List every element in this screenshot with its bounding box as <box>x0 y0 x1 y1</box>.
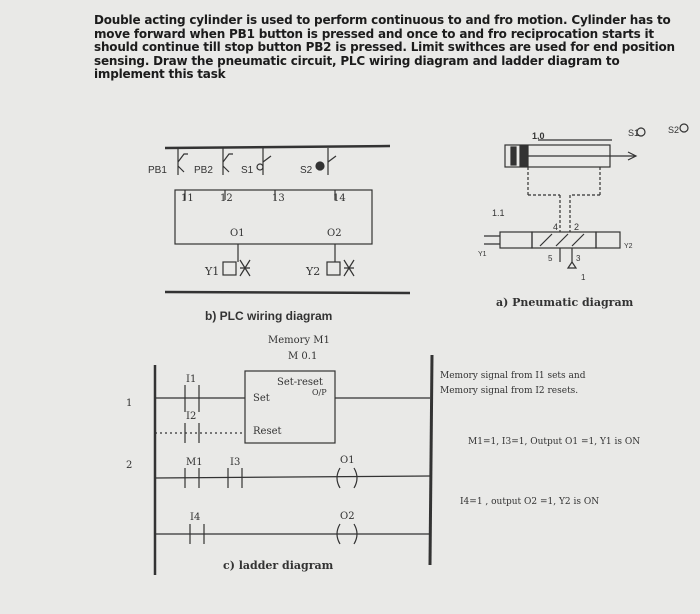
right-rail <box>430 355 432 565</box>
input-s2-label: S2 <box>300 165 313 176</box>
coil-y1-icon <box>223 262 236 275</box>
port-4: 4 <box>553 222 559 232</box>
pneumatic-caption: a) Pneumatic diagram <box>496 296 634 309</box>
note-1: Memory signal from I1 sets and <box>440 371 586 381</box>
terminal-13: 13 <box>272 193 285 204</box>
s2-sensor-icon <box>316 162 324 170</box>
terminal-11: 11 <box>181 193 194 204</box>
task-description: Double acting cylinder is used to perform continuous to and fro motion. Cylinder has to move forward when PB1 button is pressed and once to and fro reciprocation starts it should continue till stop button PB2 is pressed. Limit swithces are used for end position sensing. Draw the pneumatic circuit, PLC wiring diagram and ladder diagram to implement this task <box>94 13 675 82</box>
solenoid-y2-label: Y2 <box>624 243 633 250</box>
contact-i4-label: I4 <box>190 512 201 523</box>
sensor-s2-label: S2 <box>668 125 680 135</box>
solenoid-y1-label: Y1 <box>478 251 487 258</box>
input-pb1-label: PB1 <box>148 165 167 176</box>
set-input-label: Set <box>253 393 270 404</box>
note-4: I4=1 , output O2 =1, Y2 is ON <box>460 497 600 507</box>
input-s1-label: S1 <box>241 165 254 176</box>
coil-o2-label: O2 <box>340 511 355 522</box>
coil-o1-label: O1 <box>340 455 355 466</box>
valve-icon <box>532 232 596 248</box>
output-label: O/P <box>312 388 327 397</box>
coil-y2-label: Y2 <box>306 265 321 278</box>
port-2: 2 <box>574 222 580 232</box>
supply-icon <box>568 262 576 268</box>
pb2-switch-icon <box>223 154 233 172</box>
port-3: 3 <box>576 254 581 263</box>
coil-y2-icon <box>327 262 340 275</box>
cylinder-label: 1.0 <box>532 131 545 141</box>
terminal-14: 14 <box>333 193 346 204</box>
coil-y1-label: Y1 <box>205 265 220 278</box>
valve-solenoid-y1 <box>500 232 532 248</box>
s1-sensor-icon <box>257 164 263 170</box>
note-3: M1=1, I3=1, Output O1 =1, Y1 is ON <box>468 437 641 447</box>
contact-i1-label: I1 <box>186 374 197 385</box>
terminal-o2: O2 <box>327 228 342 239</box>
sensor-s1-label: S1 <box>628 128 640 138</box>
terminal-12: 12 <box>220 193 233 204</box>
wiring-caption: b) PLC wiring diagram <box>205 309 333 323</box>
contact-i2-label: I2 <box>186 411 197 422</box>
valve-solenoid-y2 <box>596 232 620 248</box>
memory-label: Memory M1 <box>268 335 330 346</box>
contact-m1-label: M1 <box>186 457 203 468</box>
rung-2-number: 2 <box>126 460 133 471</box>
port-1: 1 <box>581 273 586 282</box>
memory-address: M 0.1 <box>288 351 318 362</box>
coil-o1-icon <box>337 468 357 488</box>
port-5: 5 <box>548 254 553 263</box>
terminal-o1: O1 <box>230 228 245 239</box>
block-title: Set-reset <box>277 377 323 388</box>
ladder-caption: c) ladder diagram <box>223 559 334 572</box>
contact-i3-label: I3 <box>230 457 241 468</box>
valve-label: 1.1 <box>492 208 505 218</box>
rung-1-number: 1 <box>126 398 133 409</box>
pb1-switch-icon <box>178 154 188 172</box>
input-pb2-label: PB2 <box>194 165 213 176</box>
reset-input-label: Reset <box>253 426 282 437</box>
note-2: Memory signal from I2 resets. <box>440 386 579 396</box>
pneumatic-diagram <box>484 124 688 268</box>
